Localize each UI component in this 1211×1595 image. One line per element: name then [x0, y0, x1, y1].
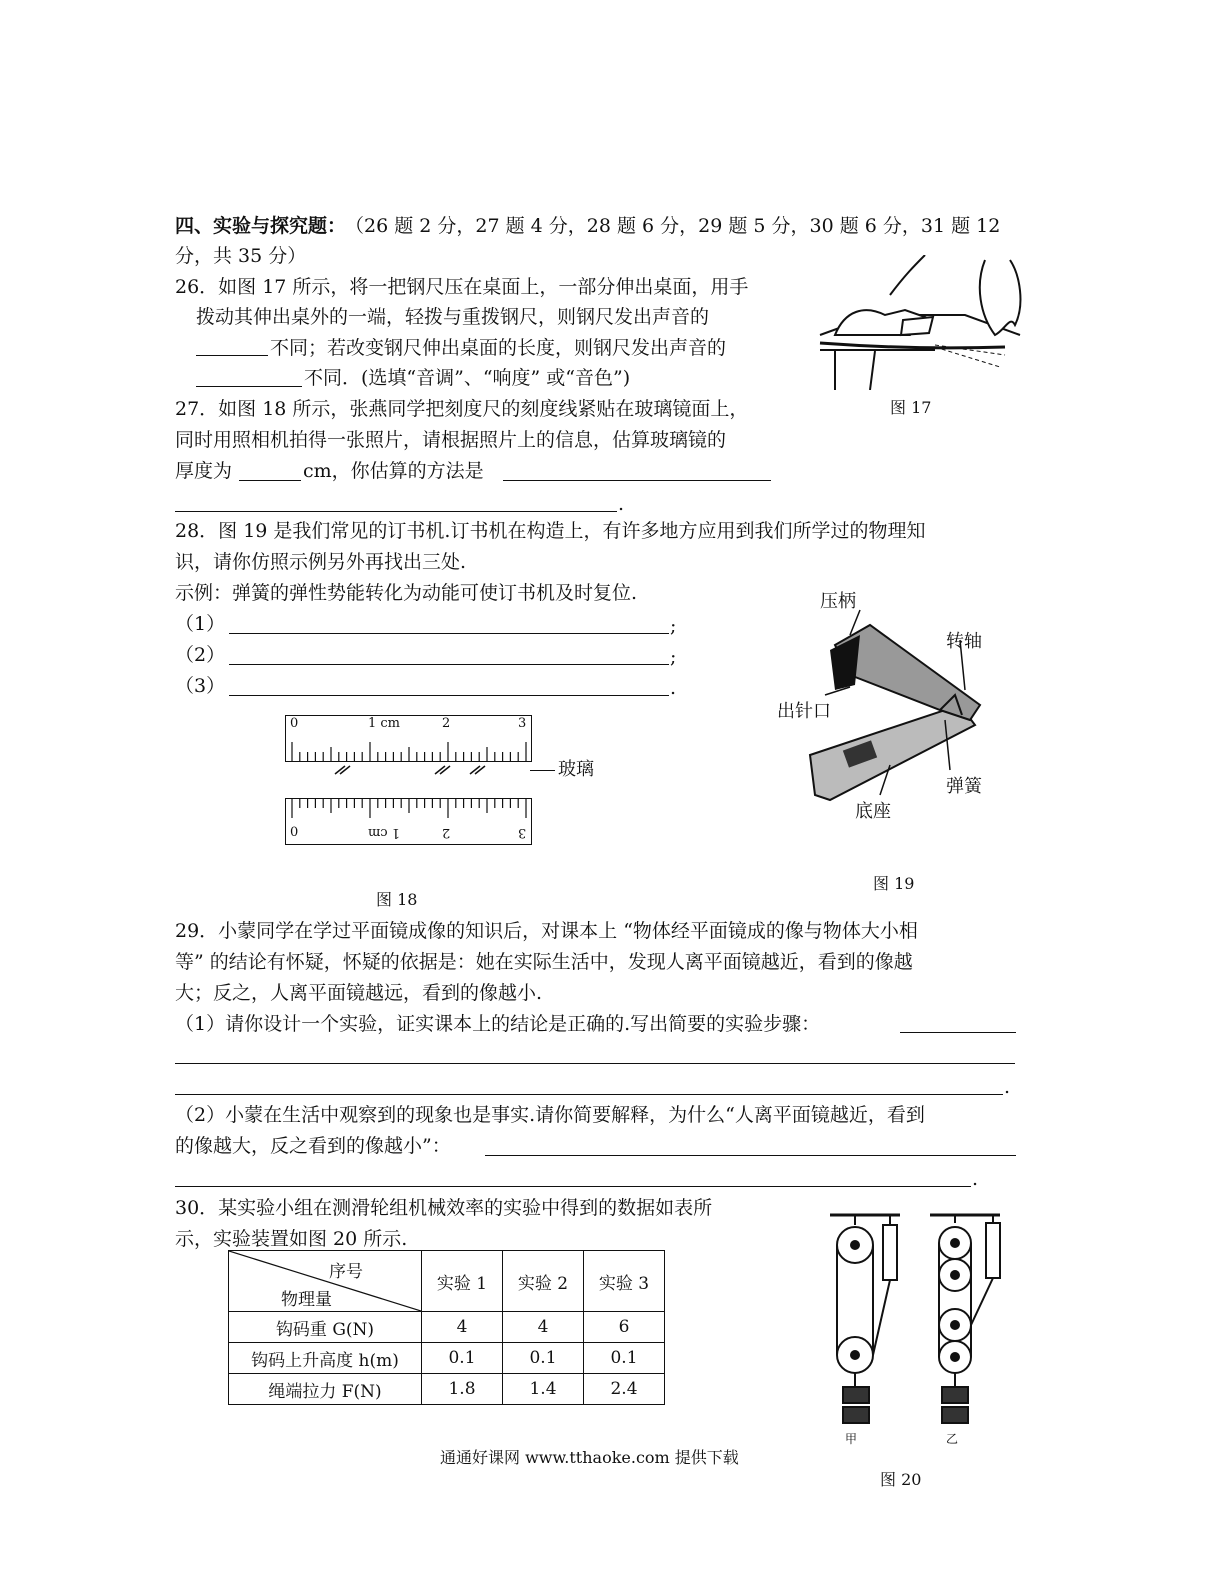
stapler-label-outlet: 出针口	[777, 701, 831, 722]
q28-line2: 识，请你仿照示例另外再找出三处.	[175, 551, 467, 573]
q30-line1: 30．某实验小组在测滑轮组机械效率的实验中得到的数据如表所	[175, 1197, 713, 1219]
table-col-header-1: 实验 1	[422, 1251, 503, 1312]
q27-line2: 同时用照相机拍得一张照片，请根据照片上的信息，估算玻璃镜的	[175, 429, 727, 451]
table-header-row	[229, 1251, 665, 1312]
stapler-label-spring: 弹簧	[946, 776, 982, 797]
table-corner-cell	[229, 1251, 422, 1312]
figure-19-caption: 图 19	[873, 874, 915, 893]
table-row	[229, 1343, 665, 1374]
table-corner-bottom: 物理量	[281, 1290, 332, 1310]
q26-line4: 不同．(选填“音调”、“响度” 或“音色”)	[304, 367, 631, 389]
figure-18-ruler-bottom	[285, 798, 532, 845]
figure-18-caption: 图 18	[376, 890, 418, 909]
ruler-bottom-label-3: 3	[518, 825, 527, 840]
q27-method-blank-2[interactable]	[175, 511, 617, 512]
q28-item-2-label: （2）	[175, 644, 226, 666]
figure-18-ruler-top	[285, 715, 532, 762]
q29-part1-blank-a[interactable]	[900, 1032, 1016, 1033]
stapler-label-base: 底座	[855, 801, 891, 822]
q27-line1: 27．如图 18 所示，张燕同学把刻度尺的刻度线紧贴在玻璃镜面上，	[175, 398, 749, 420]
figure-18-glass-gap	[285, 760, 530, 798]
table-cell: 1.8	[422, 1374, 503, 1405]
q29-part2-end: .	[972, 1168, 979, 1190]
table-row-label: 钩码重 G(N)	[229, 1312, 422, 1343]
q28-item-3-label: （3）	[175, 675, 226, 697]
ruler-bottom-label-0: 0	[290, 825, 299, 840]
ruler-top-label-0: 0	[290, 716, 299, 731]
q28-item-3-end: .	[670, 677, 677, 699]
glass-leader-line	[530, 770, 555, 771]
q30-line2: 示，实验装置如图 20 所示.	[175, 1228, 408, 1250]
q30-data-table	[228, 1250, 665, 1405]
pulley-label-a: 甲	[845, 1432, 858, 1446]
figure-20-caption: 图 20	[880, 1470, 922, 1489]
q28-example: 示例：弹簧的弹性势能转化为动能可使订书机及时复位.	[175, 582, 638, 604]
q27-line3a: 厚度为	[175, 460, 233, 482]
q28-item-1-blank[interactable]	[229, 633, 669, 634]
q29-part1-end: .	[1004, 1076, 1011, 1098]
q27-thickness-blank[interactable]	[239, 480, 301, 481]
q29-line3: 大；反之，人离平面镜越远，看到的像越小.	[175, 982, 543, 1004]
q28-item-2-end: ;	[670, 646, 677, 668]
q26-line1: 26．如图 17 所示，将一把钢尺压在桌面上，一部分伸出桌面，用手	[175, 276, 749, 298]
ruler-top-label-1: 1 cm	[368, 716, 401, 731]
q26-line3: 不同；若改变钢尺伸出桌面的长度，则钢尺发出声音的	[270, 337, 727, 359]
table-corner-top: 序号	[329, 1262, 363, 1282]
section-scores-cont: 分，共 35 分）	[175, 245, 307, 267]
table-cell: 4	[503, 1312, 584, 1343]
q26-blank-1[interactable]	[196, 355, 268, 356]
table-row-label: 绳端拉力 F(N)	[229, 1374, 422, 1405]
ruler-top-ticks	[286, 716, 531, 761]
q29-part1: （1）请你设计一个实验，证实课本上的结论是正确的.写出简要的实验步骤：	[175, 1013, 821, 1035]
q28-item-3-blank[interactable]	[229, 695, 669, 696]
ruler-top-label-3: 3	[518, 716, 527, 731]
q26-line2: 拨动其伸出桌外的一端，轻拨与重拨钢尺，则钢尺发出声音的	[196, 306, 710, 328]
table-cell: 1.4	[503, 1374, 584, 1405]
q27-line3b: cm，你估算的方法是	[303, 460, 484, 482]
q28-line1: 28．图 19 是我们常见的订书机.订书机在构造上，有许多地方应用到我们所学过的物理知	[175, 520, 926, 542]
q27-end: .	[618, 493, 625, 515]
section-title: 四、实验与探究题：	[175, 215, 347, 237]
table-col-header-3: 实验 3	[584, 1251, 665, 1312]
q29-part2-line1: （2）小蒙在生活中观察到的现象也是事实.请你简要解释，为什么“人离平面镜越近，看到	[175, 1104, 925, 1126]
figure-17-steel-ruler	[815, 255, 1030, 390]
stapler-label-axis: 转轴	[946, 631, 982, 652]
footer-source: 通通好课网 www.tthaoke.com 提供下载	[440, 1448, 739, 1467]
q29-part1-blank-c[interactable]	[175, 1094, 1003, 1095]
figure-20-pulleys	[825, 1205, 1015, 1460]
table-cell: 2.4	[584, 1374, 665, 1405]
q28-item-1-label: （1）	[175, 613, 226, 635]
q27-method-blank[interactable]	[503, 480, 771, 481]
q29-part2-blank-b[interactable]	[175, 1186, 971, 1187]
stapler-label-handle: 压柄	[820, 591, 856, 612]
glass-label: 玻璃	[558, 759, 594, 780]
q28-item-1-end: ;	[670, 615, 677, 637]
q26-blank-2[interactable]	[196, 386, 302, 387]
figure-17-caption: 图 17	[890, 398, 932, 417]
q28-item-2-blank[interactable]	[229, 664, 669, 665]
ruler-bottom-label-2: 2	[442, 825, 451, 840]
table-cell: 6	[584, 1312, 665, 1343]
table-row	[229, 1374, 665, 1405]
table-cell: 4	[422, 1312, 503, 1343]
pulley-label-b: 乙	[946, 1432, 959, 1446]
table-row	[229, 1312, 665, 1343]
ruler-bottom-label-1: 1 cm	[368, 825, 401, 840]
ruler-bottom-ticks	[286, 799, 531, 844]
q29-part2-line2: 的像越大，反之看到的像越小”：	[175, 1135, 451, 1157]
q29-line1: 29．小蒙同学在学过平面镜成像的知识后，对课本上 “物体经平面镜成的像与物体大小相	[175, 920, 918, 942]
q29-part1-blank-b[interactable]	[175, 1063, 1015, 1064]
q29-line2: 等” 的结论有怀疑，怀疑的依据是：她在实际生活中，发现人离平面镜越近，看到的像越	[175, 951, 913, 973]
q29-part2-blank-a[interactable]	[485, 1155, 1016, 1156]
table-cell: 0.1	[503, 1343, 584, 1374]
ruler-top-label-2: 2	[442, 716, 451, 731]
section-scores: （26 题 2 分，27 题 4 分，28 题 6 分，29 题 5 分，30 题 6 分，31 题 12	[345, 215, 1001, 237]
table-cell: 0.1	[422, 1343, 503, 1374]
table-cell: 0.1	[584, 1343, 665, 1374]
table-col-header-2: 实验 2	[503, 1251, 584, 1312]
table-row-label: 钩码上升高度 h(m)	[229, 1343, 422, 1374]
